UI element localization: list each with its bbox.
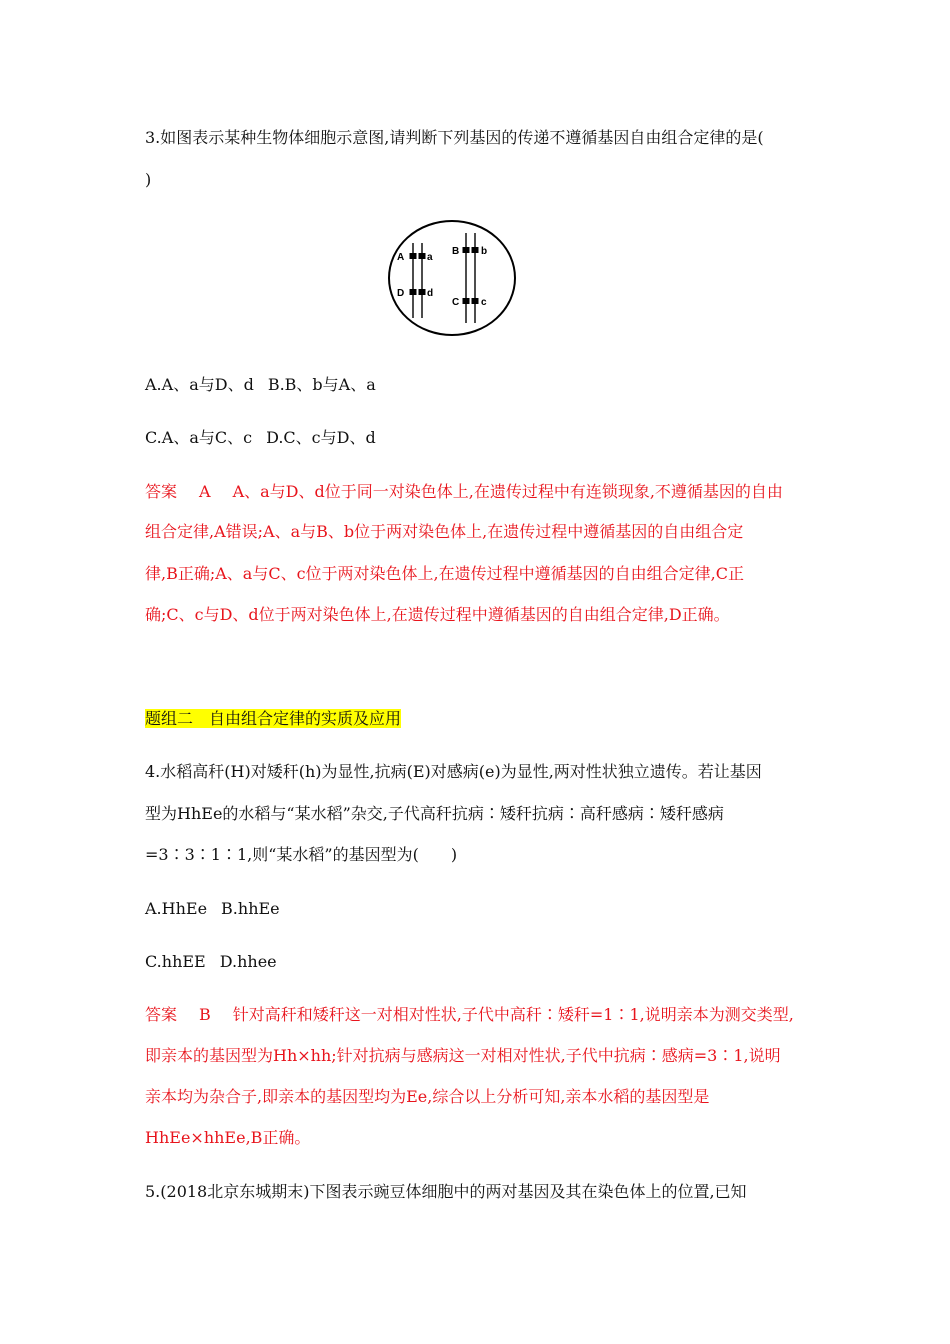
q3-answer-text1: A、a与D、d位于同一对染色体上,在遗传过程中有连锁现象,不遵循基因的自由 — [232, 482, 783, 501]
gene-label-A: A — [397, 252, 405, 263]
q4-option-b: B.hhEe — [221, 899, 280, 918]
q3-stem-line1: 3.如图表示某种生物体细胞示意图,请判断下列基因的传递不遵循基因自由组合定律的是( — [145, 128, 764, 147]
q3-answer-label: 答案 — [145, 482, 178, 501]
gene-label-d: d — [427, 288, 434, 299]
gene-locus-C — [463, 298, 470, 304]
gene-label-b: b — [481, 246, 488, 257]
q4-option-d: D.hhee — [219, 952, 277, 971]
gene-locus-c — [472, 298, 479, 304]
q3-option-b: B.B、b与A、a — [267, 375, 376, 394]
q3-options-row2 — [145, 428, 376, 448]
gene-locus-d — [419, 289, 426, 295]
q3-option-c: C.A、a与C、c — [145, 428, 253, 447]
q4-option-c: C.hhEE — [145, 952, 206, 971]
cell-diagram — [386, 218, 518, 338]
q4-answer-line4: HhEe×hhEe,B正确。 — [145, 1128, 311, 1147]
q3-answer-choice: A — [199, 482, 211, 501]
q4-answer-line2: 即亲本的基因型为Hh×hh;针对抗病与感病这一对相对性状,子代中抗病∶感病=3∶1,说明 — [145, 1046, 781, 1065]
q4-answer-line3: 亲本均为杂合子,即亲本的基因型均为Ee,综合以上分析可知,亲本水稻的基因型是 — [145, 1087, 710, 1106]
gene-label-D: D — [397, 288, 405, 299]
q4-stem-line3: =3∶3∶1∶1,则“某水稻”的基因型为( ) — [145, 845, 458, 864]
gene-locus-b — [472, 247, 479, 253]
q3-answer-line3: 律,B正确;A、a与C、c位于两对染色体上,在遗传过程中遵循基因的自由组合定律,C正 — [145, 564, 744, 583]
q3-answer-line1 — [145, 482, 783, 502]
section-heading — [145, 709, 401, 729]
gene-label-B: B — [452, 246, 460, 257]
q5-stem-line1: 5.(2018北京东城期末)下图表示豌豆体细胞中的两对基因及其在染色体上的位置,已知 — [145, 1182, 747, 1201]
gene-locus-B — [463, 247, 470, 253]
gene-locus-D — [410, 289, 417, 295]
q4-stem-line2: 型为HhEe的水稻与“某水稻”杂交,子代高秆抗病∶矮秆抗病∶高秆感病∶矮秆感病 — [145, 804, 724, 823]
section-title: 题组二 自由组合定律的实质及应用 — [145, 709, 402, 728]
q4-answer-line1 — [145, 1005, 794, 1025]
gene-label-a: a — [427, 252, 433, 263]
q4-options-row2 — [145, 952, 277, 972]
gene-label-c: c — [481, 297, 487, 308]
q4-answer-label: 答案 — [145, 1005, 178, 1024]
q4-option-a: A.HhEe — [145, 899, 208, 918]
q3-option-d: D.C、c与D、d — [266, 428, 376, 447]
gene-label-C: C — [452, 297, 460, 308]
gene-locus-A — [410, 253, 417, 259]
q4-options-row1 — [145, 899, 280, 919]
q3-answer-line2: 组合定律,A错误;A、a与B、b位于两对染色体上,在遗传过程中遵循基因的自由组合定 — [145, 522, 744, 541]
q3-options-row1 — [145, 375, 376, 395]
gene-locus-a — [419, 253, 426, 259]
q4-answer-text1: 针对高秆和矮秆这一对相对性状,子代中高秆∶矮秆=1∶1,说明亲本为测交类型, — [232, 1005, 794, 1024]
q3-answer-line4: 确;C、c与D、d位于两对染色体上,在遗传过程中遵循基因的自由组合定律,D正确。 — [145, 605, 730, 624]
cell-membrane — [389, 221, 515, 335]
q3-option-a: A.A、a与D、d — [145, 375, 254, 394]
q3-stem-line2: ) — [145, 170, 152, 189]
q4-answer-choice: B — [199, 1005, 211, 1024]
q4-stem-line1: 4.水稻高秆(H)对矮秆(h)为显性,抗病(E)对感病(e)为显性,两对性状独立遗传。若让基因 — [145, 762, 762, 781]
